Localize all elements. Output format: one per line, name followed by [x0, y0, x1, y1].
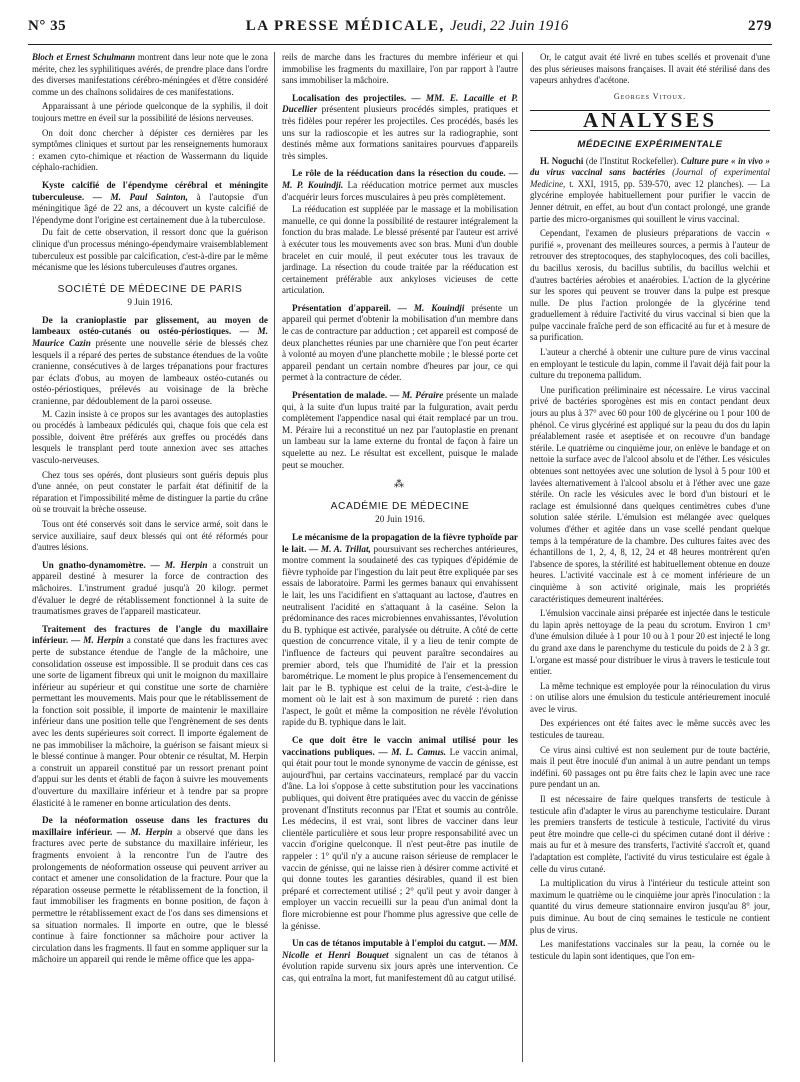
paragraph: Tous ont été conservés soit dans le service armé, soit dans le service auxiliaire, sauf deux blessés qui ont été réformés pour d'autres lésions.: [32, 518, 268, 553]
column-divider: [274, 52, 275, 1062]
paragraph: Il est nécessaire de faire quelques transferts de testicule à testicule afin d'adapter le virus au parenchyme testiculaire. Durant les premiers transferts de testicule à testicule, l'activité du virus peut être moindre que celle-ci du spécimen cutané dont il dérive : mais au fur et à mesure des transferts, l'activité s'accroît et, quand l'adaptation est complète, l'activité du virus testiculaire est égale à celle du virus cutané.: [530, 794, 770, 874]
author-name: — MM. E. Lacaille et P. Ducellier: [282, 92, 518, 115]
institution: (de l'Institut Rockefeller).: [583, 155, 681, 166]
communication-title: Présentation d'appareil.: [292, 302, 391, 313]
issue-number: N° 35: [28, 18, 67, 34]
communication-title: De la cranioplastie par glissement, au moyen de lambeaux ostéo-cutanés ou ostéo-périostiques.: [32, 314, 268, 337]
paragraph: La multiplication du virus à l'intérieur du testicule atteint son maximum le quatrième ou le cinquième jour après l'inoculation : la quantité du virus demeure stationnaire environ jusqu'au 8° jour, puis diminue. Au bout de cinq semaines le testicule ne contient plus de virus.: [530, 878, 770, 935]
paragraph-text: a construit un appareil destiné à mesurer la force de contraction des mâchoires. L'instrument gradué jusqu'à 20 kilogr. permet d'évaluer le degré de rétablissement fonctionnel à la suite de traumatismes graves de l'appareil masticateur.: [32, 559, 268, 617]
article-title: Culture pure « in vivo » du virus vaccinal sans bactéries: [530, 155, 770, 178]
column-3: [530, 52, 770, 1072]
communication-entry: [32, 315, 268, 408]
author-name: H. Noguchi: [540, 155, 584, 166]
author-name: — M. Paul Sainton,: [84, 191, 188, 202]
communication-entry: [32, 180, 268, 226]
journal-title-line: [246, 18, 569, 35]
page-header: [28, 18, 772, 42]
column-1: [32, 52, 268, 1072]
paragraph: [32, 52, 268, 98]
paragraph: Or, le catgut avait été livré en tubes scellés et provenait d'une des plus sérieuses maisons françaises. Il avait été stérilisé dans des vapeurs anhydres d'acétone.: [530, 52, 770, 86]
paragraph-text: Le vaccin animal, qui était pour tout le monde synonyme de vaccin de génisse, est aujourd'hui, par certains vaccinateurs, remplacé par du vaccin d'âne. La loi s'oppose à cette substitution pour les vaccinations publiques, qui doivent être pratiquées avec du vaccin de génisse provenant d'Instituts reconnus par l'Etat et soumis au contrôle. Les médecins, il est vrai, sont libres de vacciner dans leur clientèle particulière et sous leur propre responsabilité avec un vaccin d'origine quelconque. Il n'est peut-être pas inutile de rappeler : 1° qu'il n'y a aucune raison sérieuse de remplacer le vaccin de génisse, qui ne laisse rien à désirer comme activité et qui donne toutes les garanties désirables, quand il est bien préparé et correctement utilisé ; 2° qu'il peut y avoir danger à employer un vaccin recueilli sur la peau d'un animal dont la flore microbienne est pour l'homme plus agressive que celle de la génisse.: [282, 746, 518, 931]
paragraph: On doit donc chercher à dépister ces dernières par les symptômes cliniques et surtout par les renseignements humoraux : examen cyto-chimique et réaction de Wassermann du liquide céphalo-rachidien.: [32, 127, 268, 173]
communication-title: Le mécanisme de la propagation de la fièvre typhoïde par le lait.: [282, 531, 518, 554]
paragraph: Une purification préliminaire est nécessaire. Le virus vaccinal privé de bactéries sporogènes est mis en contact pendant deux jours au plus à 37° avec 60 pour 100 de glycérine ou 1 pour 100 de phénol. Ce virus glycériné est appliqué sur la peau du dos du lapin préalablement rasée et aseptisée et on recouvre d'un bandage stérile. Le quatrième ou cinquième jour, on enlève le bandage et on nettoie la surface avec de l'alcool absolu et de l'éther. Les vésicules obtenues sont nettoyées avec une solution de lysol à 5 pour 100 et lavées alternativement à l'alcool absolu et à l'éther avec une gaze stérile. On racle les vésicules avec le bord d'un bistouri et le raclage est émulsionné dans quelques centimètres cubes d'une solution salée stérile. L'émulsion est mélangée avec quelques volumes d'éther et agitée dans un vase scellé pendant quelque temps à la température de la chambre. Des cultures faites avec des échantillons de 1, 2, 4, 8, 12, 24 et 48 heures montrèrent qu'en l'absence de spores, la stérilité est habituellement obtenue en douze heures. L'activité vaccinale est à ce moment inférieure de un cinquième à son activité originale, mais les propriétés caractéristiques demeurent inaltérées.: [530, 384, 770, 604]
signature: Georges Vitoux.: [613, 91, 687, 101]
paragraph-text: présente un appareil qui permet d'obtenir la mobilisation d'un membre dans le cas de contracture par adduction ; cet appareil est composé de deux planchettes réunies par une charnière que l'on peut écarter à volonté au moyen d'une planchette mobile ; le blessé porte cet appareil pendant un certain nombre d'heures par jour, ce qui permet à la contracture de céder.: [282, 302, 518, 383]
header-rule: [28, 44, 772, 45]
paragraph-text: — La glycérine employée habituellement pour purifier le vaccin de Jenner détruit, en effet, au bout d'un contact prolongé, une grande partie des micro-organismes qui souillent le virus vaccinal.: [530, 178, 770, 224]
paragraph: Cependant, l'examen de plusieurs préparations de vaccin « purifié », provenant des meilleures sources, a permis à l'auteur de retrouver des streptocoques, des staphylocoques, des coli bacilles, du bacillus xerosis, du bacillus subtilis, du bacillus welchii et d'autres bactéries aérobies et anaérobies. L'action de la glycérine sur les spores qui peuvent se trouver dans la pulpe est presque nulle. De plus l'action prolongée de la glycérine tend graduellement à réduire l'activité du virus vaccinal si bien que la pulpe vaccinale fraîche perd de son efficacité au fur et à mesure de sa purification.: [530, 228, 770, 343]
journal-name: (Journal of experimental Medicine,: [530, 167, 770, 189]
section-separator: ⁂: [394, 479, 406, 491]
communication-title: Un gnatho-dynamomètre.: [42, 559, 146, 570]
paragraph: Apparaissant à une période quelconque de la syphilis, il doit toujours mettre en éveil sur la possibilité de lésions nerveuses.: [32, 101, 268, 123]
communication-entry: [282, 938, 518, 984]
paragraph-text: présente une nouvelle série de blessés chez lesquels il a réparé des pertes de substance étendues de la voûte cranienne, consécutives à de larges trépanations pour fractures par éclats d'obus, au moyen de lambeaux ostéo-cutanés ou ostéo-périostiques, prélevés au voisinage de la brèche cranienne, par dédoublement de la paroi osseuse.: [32, 338, 268, 407]
paragraph: Du fait de cette observation, il ressort donc que la guérison clinique d'un processus méningo-épendymaire vraisemblablement tuberculeux est possible par calcification, c'est-à-dire par le même mécanisme que les lésions tuberculeuses d'autres organes.: [32, 227, 268, 273]
paragraph-text: a observé que dans les fractures avec perte de substance du maxillaire inférieur, les fragments envoient à la rencontre l'un de l'autre des prolongements de néoformation osseuse qui peuvent arriver au contact et amener une consolidation de la fracture. Pour que la réparation osseuse permette le rétablissement de la fonction, il faut immobiliser les fragments en bonne position, de façon à permettre le rétablissement exact de l'os dans ses dimensions et sa situation normales. Il importe en outre, que le blessé continue à faire fonctionner sa mâchoire pour activer la circulation dans les fragments. Il faut en somme appliquer sur la mâchoire un appareil qui rende le même office que les appa-: [32, 826, 268, 965]
paragraph-text: La rééducation motrice permet aux muscles d'acquérir leurs forces musculaires à peu près complètement.: [282, 179, 518, 202]
author-name: — MM. Nicolle et Henri Bouquet: [282, 938, 518, 960]
section-heading: MÉDECINE EXPÉRIMENTALE: [577, 138, 723, 150]
column-2: [282, 52, 518, 1072]
paragraph: L'auteur a cherché à obtenir une culture pure de virus vaccinal en employant le testicule du lapin, comme il l'avait déjà fait pour la culture du treponema pallidum.: [530, 347, 770, 381]
reference-entry: [530, 156, 770, 226]
communication-title: Localisation des projectiles.: [292, 92, 407, 103]
paragraph-text: présente un malade qui, à la suite d'un lupus traité par la fulguration, avait perdu complètement l'appendice nasal qui était remplacé par un trou. M. Péraire lui a reconstitué un nez par l'autoplastie en prenant un lambeau sur la lame externe du frontal de façon à faire un squelette au nez. Le résultat est excellent, puisque le malade peut se moucher.: [282, 390, 518, 470]
paragraph: La rééducation est suppléée par le massage et la mobilisation manuelle, ce qui donne la possibilité de restaurer intégralement la fonction du bras malade. Le blessé présenté par l'auteur est arrivé à exécuter tous les mouvements avec son bras. Muni d'un double bracelet en cuir moulé, il peut exécuter tous les travaux de jardinage. La résection du coude traitée par la rééducation est certainement préférable aux ankyloses vicieuses de cette articulation.: [282, 204, 518, 296]
communication-entry: [282, 303, 518, 384]
paragraph: Ce virus ainsi cultivé est non seulement pur de toute bactérie, mais il peut être inoculé d'un animal à un autre pendant un temps indéfini. 60 passages ont pu être faits chez le lapin avec une race pure pendant un an.: [530, 744, 770, 790]
paragraph: La même technique est employée pour la réinoculation du virus : on utilise alors une émulsion du testicule antérieurement inoculé avec le virus.: [530, 680, 770, 714]
author-name: — M. Herpin: [68, 635, 124, 646]
paragraph: Chez tous ses opérés, dont plusieurs sont guéris depuis plus d'une année, on peut constater le parfait état définitif de la réparation et l'impossibilité même de distinguer la partie du crâne où se trouvait la brèche osseuse.: [32, 469, 268, 515]
paragraph: Des expériences ont été faites avec le même succès avec les testicules de taureau.: [530, 718, 770, 741]
communication-entry: [282, 532, 518, 729]
paragraph-text: montrent dans leur note que le zona mérite, chez les syphilitiques avérés, de prendre place dans l'ordre des diverses manifestations cérébro-méningées et d'être considéré comme un des chaînons solidaires de ces manifestations.: [32, 52, 268, 97]
session-date: 20 Juin 1916.: [375, 514, 425, 525]
communication-entry: [32, 560, 268, 618]
communication-title: Le rôle de la rééducation dans la résection du coude.: [292, 168, 506, 179]
communication-title: Ce que doit être le vaccin animal utilisé pour les vaccinations publiques.: [282, 735, 518, 757]
communication-entry: [282, 390, 518, 471]
session-date: 9 Juin 1916.: [127, 297, 173, 308]
author-name: — M. A. Trillat,: [306, 543, 371, 554]
paragraph: Les manifestations vaccinales sur la peau, la cornée ou le testicule du lapin sont identiques, que l'on em-: [530, 939, 770, 961]
author-name: Bloch et Ernest Schulmann: [32, 52, 136, 62]
issue-date: Jeudi, 22 Juin 1916: [450, 18, 569, 34]
author-name: — M. Maurice Cazin: [32, 326, 268, 349]
society-heading: SOCIÉTÉ DE MÉDECINE DE PARIS: [57, 283, 243, 295]
communication-title: Kyste calcifié de l'épendyme cérébral et méningite tuberculeuse.: [32, 179, 268, 202]
page-number: 279: [748, 18, 772, 34]
communication-title: Présentation de malade.: [292, 390, 388, 401]
author-name: — M. Herpin: [112, 826, 173, 837]
volume-info: t. XXI, 1915, pp. 539-570, avec 12 planches).: [565, 178, 744, 189]
analyses-heading: ANALYSES: [530, 110, 770, 131]
author-name: — M. Péraire: [387, 390, 444, 401]
communication-entry: [282, 93, 518, 163]
paragraph-text: présentent plusieurs procédés simples, pratiques et très fidèles pour repérer les projectiles. Ces procédés, basés les uns sur la radioscopie et les autres sur la radiographie, sont destinés même aux formations sanitaires pourvues d'appareils très simples.: [282, 104, 518, 161]
communication-entry: [282, 168, 518, 203]
paragraph: L'émulsion vaccinale ainsi préparée est injectée dans le testicule du lapin après nettoyage de la peau du scrotum. Environ 1 cm³ d'une émulsion diluée à 1 pour 10 ou à 1 pour 20 est injecté le long du grand axe dans le parenchyme du testicule du poids de 2 à 3 gr. L'organe est massé pour distribuer le virus à travers le testicule tout entier.: [530, 608, 770, 677]
communication-title: Un cas de tétanos imputable à l'emploi du catgut.: [292, 938, 486, 949]
paragraph-text: poursuivant ses recherches antérieures, montre comment la soudaineté des cas typiques d'épidémie de fièvre typhoïde par l'ingestion du lait peut être expliquée par ses essais de laboratoire. Parmi les germes banaux qui envahissent le lait, les uns l'acidifient en s'attaquant au lactose, d'autres en neutralisent l'acidité en s'attaquant à la caséine. Selon la prédominance des races microbiennes envahissantes, l'évolution du B. typhique est activée, paralysée ou détruite. A côté de cette question de concurrence vitale, il y a lieu de tenir compte de l'influence de facteurs qui peuvent paraître secondaires au premier abord, tels que l'humidité de l'air et la pression barométrique. Le moment le plus propice à l'ensemencement du lait par le B. typhique est celui de la traite, c'est-à-dire le moment où le lait est à son maximum de pureté : rien dans l'aspect, le goût et même la composition ne révèle l'évolution rapide du B. typhique dans le lait.: [282, 543, 518, 728]
academy-heading: ACADÉMIE DE MÉDECINE: [330, 500, 470, 512]
communication-entry: [32, 624, 268, 810]
paragraph: reils de marche dans les fractures du membre inférieur et qui immobilise les fragments du maxillaire, l'on par rapport à l'autre sans immobiliser la mâchoire.: [282, 52, 518, 86]
author-name: — M. Kouindji: [390, 302, 465, 313]
journal-name: LA PRESSE MÉDICALE,: [245, 18, 445, 34]
communication-entry: [32, 815, 268, 966]
paragraph-text: a constaté que dans les fractures avec perte de substance étendue de l'angle de la mâchoire, une consolidation osseuse est impossible. Il se produit dans ces cas une sorte de ligament fibreux qui unit le moignon du maxillaire inférieur au supérieur et qui constitue une sorte de charnière permettant les mouvements. Mais pour que le rétablissement de la fonction soit possible, il importe de maintenir le maxillaire inférieur dans une position telle que l'engrènement de ses dents avec les dents supérieures soit correct. Il importe également de ne pas immobiliser la mâchoire, la guérison se faisant mieux si le blessé continue à manger. Pour obtenir ce résultat, M. Herpin a construit un appareil constitué par un ressort prenant point d'appui sur les dents et établi de façon à suivre les mouvements d'ouverture du maxillaire inférieur et à tendre par sa propre élasticité à le ramener en bonne articulation des dents.: [32, 635, 268, 808]
communication-title: Traitement des fractures de l'angle du maxillaire inférieur.: [32, 623, 268, 646]
communication-title: De la néoformation osseuse dans les fractures du maxillaire inférieur.: [32, 815, 268, 837]
paragraph-text: à l'autopsie d'un méningitique âgé de 22 ans, a découvert un kyste calcifié de l'épendyme dont l'origine est certainement due à la tuberculose.: [32, 191, 268, 225]
author-name: — M. Herpin: [145, 559, 208, 570]
paragraph-text: signalent un cas de tétanos à évolution rapide survenu six jours après une intervention. Ce cas, qui entraîna la mort, fut manifestement dû au catgut utilisé.: [282, 949, 518, 983]
column-divider: [522, 52, 523, 1062]
paragraph: M. Cazin insiste à ce propos sur les avantages des autoplasties ou procédés à lambeaux pédiculés qui, chaque fois que cela est possible, doivent être préférés aux greffes ou procédés dans lesquels le transplant perd toute annexion avec ses attaches vasculo-nerveuses.: [32, 408, 268, 465]
author-name: — M. P. Kouindji.: [282, 168, 518, 190]
communication-entry: [282, 735, 518, 932]
author-name: — M. L. Camus.: [374, 746, 446, 757]
